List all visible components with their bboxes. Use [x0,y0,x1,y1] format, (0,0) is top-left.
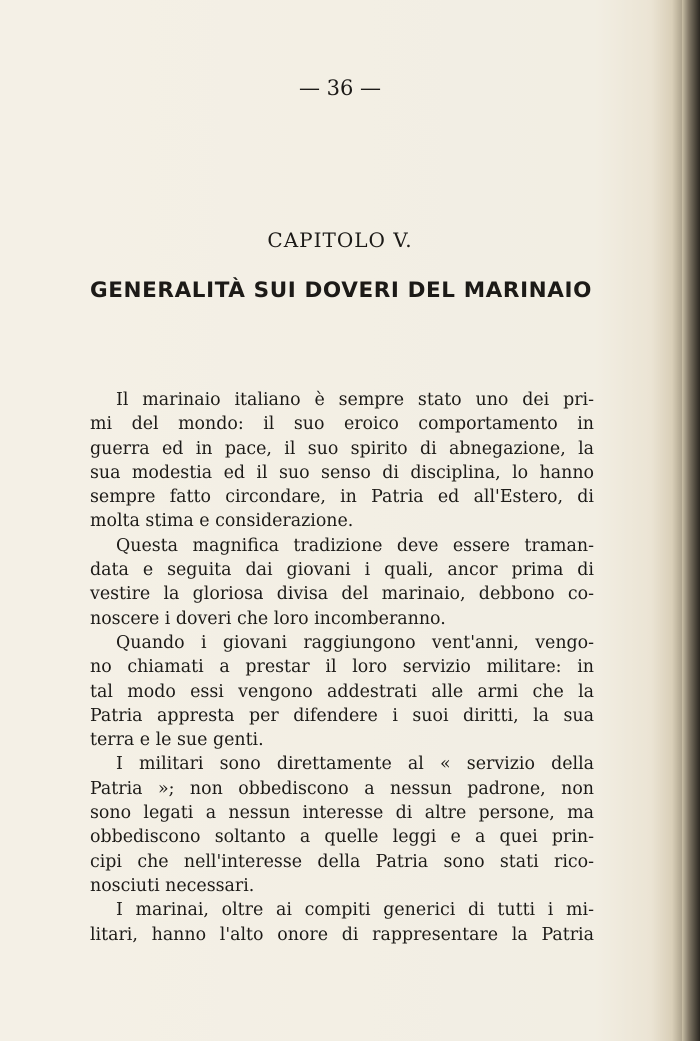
page-number: — 36 — [298,76,382,100]
text-line: vestire la gloriosa divisa del marinaio, debbono co- [90,584,594,605]
chapter-number: CAPITOLO V. [267,228,413,252]
text-line: Il marinaio italiano è sempre stato uno dei pri- [116,390,594,410]
text-line: guerra ed in pace, il suo spirito di abnegazione, la [90,438,594,459]
text-line: no chiamati a prestar il loro servizio militare: in [90,657,594,678]
book-spine-edge [682,0,700,1041]
text-line: data e seguita dai giovani i quali, ancor prima di [90,560,594,581]
text-line: mi del mondo: il suo eroico comportamento in [90,414,594,435]
text-line: Quando i giovani raggiungono vent'anni, vengo- [116,632,594,653]
text-line: molta stima e considerazione. [90,511,354,532]
text-line: Patria appresta per difendere i suoi diritti, la sua [90,705,594,726]
text-line: noscere i doveri che loro incomberanno. [90,608,446,629]
text-line: terra e le sue genti. [90,730,264,751]
text-line: litari, hanno l'alto onore di rappresentare la Patria [90,924,594,945]
body-text [90,388,594,947]
text-line: cipi che nell'interesse della Patria sono stati rico- [90,851,594,872]
text-line: I marinai, oltre ai compiti generici di tutti i mi- [116,900,594,921]
text-line: I militari sono direttamente al « servizio della [116,754,594,775]
text-line: sono legati a nessun interesse di altre persone, ma [90,803,594,824]
text-line: Questa magnifica tradizione deve essere traman- [116,535,594,556]
text-line: Patria »; non obbediscono a nessun padrone, non [90,778,594,799]
text-line: sempre fatto circondare, in Patria ed all'Estero, di [90,487,594,508]
text-line: tal modo essi vengono addestrati alle armi che la [90,681,594,702]
text-line: sua modestia ed il suo senso di disciplina, lo hanno [90,462,594,483]
text-line: obbediscono soltanto a quelle leggi e a quei prin- [90,827,594,848]
chapter-title: GENERALITÀ SUI DOVERI DEL MARINAIO [90,278,592,303]
text-line: nosciuti necessari. [90,875,255,896]
